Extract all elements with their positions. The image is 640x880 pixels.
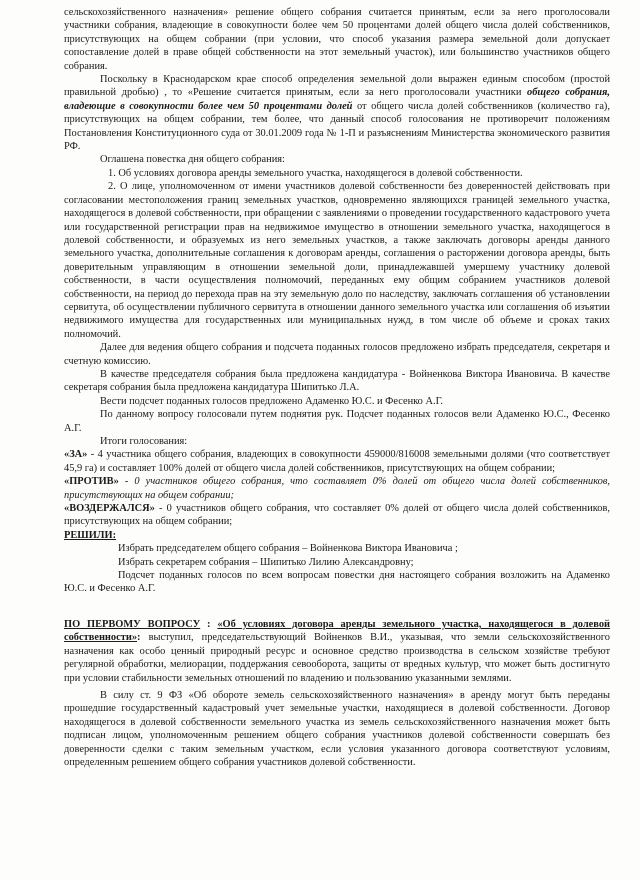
colon: :: [137, 632, 141, 644]
paragraph: [64, 73, 610, 153]
vote-against-label: «ПРОТИВ»: [64, 476, 119, 488]
vote-abstain: [64, 502, 610, 529]
paragraph: В силу ст. 9 ФЗ «Об обороте земель сельскохозяйственного назначения» в аренду могут быть переданы прошедшие государственный кадастровый учет земельные участки, находящиеся в долевой собственности. Договор находящегося в долевой собственности земельного участка из земель сельскохозяйственного назначения может быть подписан лицом, уполномоченным решением общего собрания участников долевой собственности совершать без доверенности сделки с таким земельным участком, если условия указанного договора соответствуют условиям, определенным решением общего собрания участников долевой собственности.: [64, 689, 610, 768]
resolution-item: Избрать секретарем собрания – Шипитько Лилию Александровну;: [118, 556, 414, 568]
spacer: [64, 596, 610, 618]
first-question-text: выступил, председательствующий Войненков В.И., указывая, что земли сельскохозяйственного назначения как особо ценный природный ресурс и основное средство производства в сельском хозяйстве требуют регулярной обработки, мелиорации, поддержания севооборота, защиты от вредных культур, что может быть достигнуто при условии стабильности земельных отношений по владению и пользованию указанными землями.: [64, 632, 610, 684]
paragraph: Вести подсчет поданных голосов предложено Адаменко Ю.С. и Фесенко А.Г.: [100, 395, 444, 407]
agenda-item-2: 2. О лице, уполномоченном от имени участников долевой собственности без доверенностей действовать при согласовании местоположения границ земельных участков, одновременно являющихся границей земельного участка, находящегося в долевой собственности, при обращении с заявлениями о проведении государственного кадастрового учета или государственной регистрации прав на недвижимое имущество в отношении земельного участка, находящегося в долевой собственности, и образуемых из него земельных участков, а также заключать договоры аренды данного земельного участка, дополнительные соглашения к договорам аренды, соглашения о расторжении договора аренды, быть доверительным управляющим в отношении земельной доли, принадлежавшей умершему участнику долевой собственности, в части осуществления полномочий, переданных ему общим собранием участников долевой собственности, на период до перехода прав на эту земельную доло по наследству, заключать соглашения об установлении сервитута, об осуществлении публичного сервитута в отношении данного земельного участка или соглашения об изъятии недвижимого имущества для государственных или муниципальных нужд, в том числе об объеме и сроках таких полномочий.: [64, 181, 610, 340]
resolution-item: Избрать председателем общего собрания – Войненкова Виктора Ивановича ;: [118, 543, 458, 555]
paragraph-text: Поскольку в Краснодарском крае способ определения земельной доли выражен единым способом (простой правильной дробью) , то «Решение считается принятым, если за него проголосовали участники: [64, 74, 610, 99]
resolved-heading: РЕШИЛИ:: [64, 529, 117, 541]
vote-abstain-text: - 0 участников общего собрания, что составляет 0% долей от общего числа долей собственников, присутствующих на общем собрании;: [64, 503, 610, 528]
agenda-item-1: 1. Об условиях договора аренды земельного участка, находящегося в долевой собственности.: [108, 167, 523, 179]
vote-for: [64, 448, 610, 475]
vote-for-label: «ЗА»: [64, 449, 88, 461]
paragraph: В качестве председателя собрания была предложена кандидатура - Войненкова Виктора Ивановича. В качестве секретаря собрания была предложена кандидатура Шипитько Л.А.: [64, 368, 610, 394]
paragraph-text: от общего числа долей собственников (количество га), присутствующих на общем собрании, тем более, что данный способ голосования не противоречит положениям Постановления Конституционного суда от 30.01.2009 года № 1-П и разъяснениям Министерства экономического развития РФ.: [64, 100, 610, 153]
paragraph: Далее для ведения общего собрания и подсчета поданных голосов предложено избрать председателя, секретаря и счетную комиссию.: [64, 342, 610, 367]
voting-results-heading: Итоги голосования:: [100, 436, 188, 447]
resolution-item: Подсчет поданных голосов по всем вопросам повестки дня настоящего собрания возложить на Адаменко Ю.С. и Фесенко А.Г.: [64, 570, 610, 595]
first-question-section: [64, 618, 610, 685]
first-question-title: «Об условиях договора аренды земельного участка, находящегося в долевой собственности»: [64, 618, 611, 644]
vote-for-text: - 4 участника общего собрания, владеющих в совокупности 459000/816008 земельными долями (что соответствует 45,9 га) и составляет 100% долей от общего числа долей собственников, присутствующих на общем собрании;: [64, 449, 610, 474]
emphasis-text: общего собрания, владеющие в совокупности более чем 50 процентами долей: [64, 87, 610, 112]
vote-against: [64, 475, 610, 502]
vote-against-text: - 0 участников общего собрания, что составляет 0% долей от общего числа долей собственников, присутствующих на общем собрании;: [64, 476, 610, 501]
paragraph: сельскохозяйственного назначения» решение общего собрания считается принятым, если за него проголосовали участники собрания, владеющие в совокупности более чем 50 процентами долей общего числа долей собственников, присутствующих на общем собрании (при условии, что способ указания размера земельной доли допускает сопоставление долей в праве общей собственности на этот земельный участок), или большинство участников общего собрания.: [64, 7, 610, 72]
first-question-label: ПО ПЕРВОМУ ВОПРОСУ: [64, 618, 201, 630]
separator: :: [200, 618, 218, 630]
agenda-heading: Оглашена повестка дня общего собрания:: [100, 154, 285, 166]
paragraph: По данному вопросу голосовали путем поднятия рук. Подсчет поданных голосов вели Адаменко Ю.С., Фесенко А.Г.: [64, 409, 610, 434]
vote-abstain-label: «ВОЗДЕРЖАЛСЯ»: [64, 503, 155, 515]
